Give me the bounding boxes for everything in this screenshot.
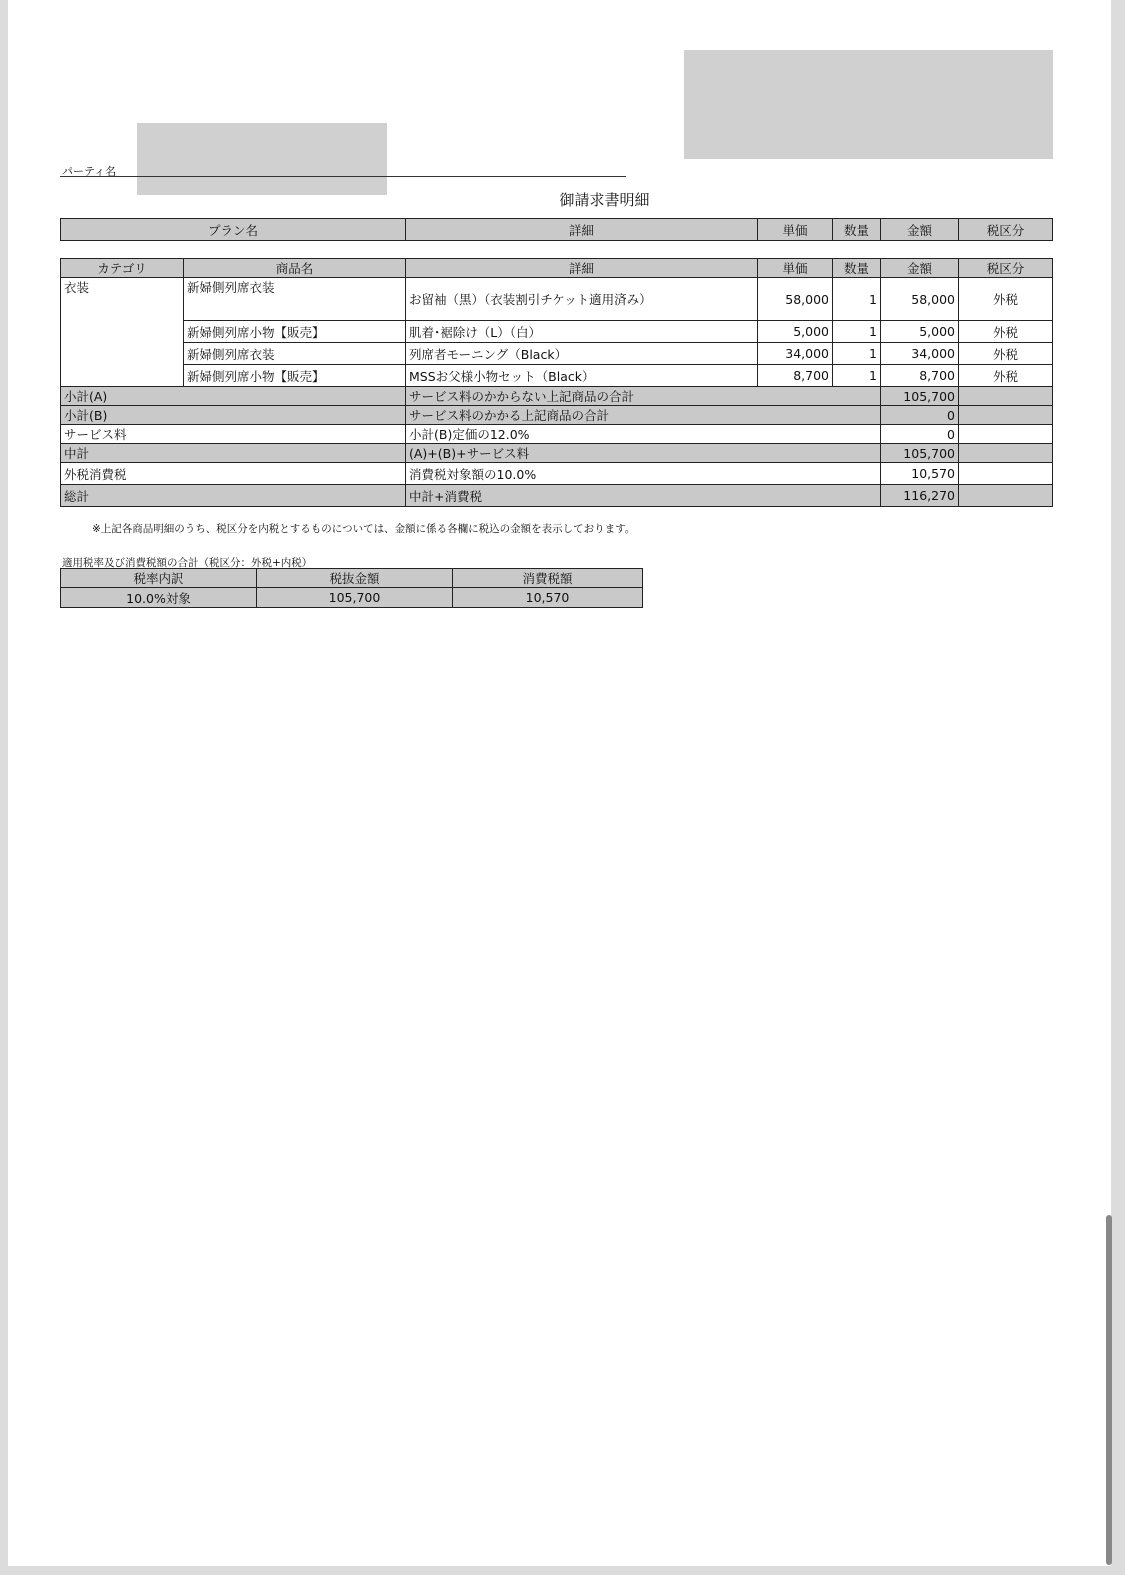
- plan-header-unit-price: 単価: [758, 219, 833, 241]
- summary-row: [61, 425, 1053, 444]
- redacted-logo-block: [684, 50, 1053, 159]
- summary-label: 小計(B): [61, 406, 406, 425]
- summary-empty: [959, 425, 1053, 444]
- item-tax: 外税: [959, 321, 1053, 343]
- items-header-category: カテゴリ: [61, 259, 184, 278]
- item-name: 新婦側列席小物【販売】: [184, 365, 406, 387]
- item-tax: 外税: [959, 365, 1053, 387]
- items-table: [60, 258, 1053, 507]
- redacted-party-name: [137, 123, 387, 195]
- plan-header-qty: 数量: [833, 219, 881, 241]
- item-qty: 1: [833, 343, 881, 365]
- tax-summary-title: 適用税率及び消費税額の合計（税区分：外税+内税）: [62, 557, 313, 569]
- item-name: 新婦側列席小物【販売】: [184, 321, 406, 343]
- items-header-name: 商品名: [184, 259, 406, 278]
- party-name-underline: [60, 176, 626, 177]
- summary-empty: [959, 406, 1053, 425]
- table-row: [61, 343, 1053, 365]
- summary-amount: 0: [881, 406, 959, 425]
- vertical-scrollbar[interactable]: [1106, 1215, 1112, 1565]
- summary-row: [61, 406, 1053, 425]
- summary-row: [61, 485, 1053, 507]
- tax-amount: 10,570: [453, 588, 643, 608]
- tax-header-net: 税抜金額: [257, 569, 453, 588]
- items-header-detail: 詳細: [406, 259, 758, 278]
- item-detail: 肌着･裾除け（L）（白）: [406, 321, 758, 343]
- summary-empty: [959, 444, 1053, 463]
- summary-desc: サービス料のかかる上記商品の合計: [406, 406, 881, 425]
- item-detail: 列席者モーニング（Black）: [406, 343, 758, 365]
- summary-label: 小計(A): [61, 387, 406, 406]
- plan-table: [60, 218, 1053, 241]
- summary-amount: 105,700: [881, 444, 959, 463]
- item-name: 新婦側列席衣装: [184, 343, 406, 365]
- items-header-unit-price: 単価: [758, 259, 833, 278]
- summary-desc: サービス料のかからない上記商品の合計: [406, 387, 881, 406]
- summary-empty: [959, 463, 1053, 485]
- item-qty: 1: [833, 278, 881, 321]
- items-header-qty: 数量: [833, 259, 881, 278]
- summary-label: 中計: [61, 444, 406, 463]
- summary-amount: 0: [881, 425, 959, 444]
- plan-header-plan: プラン名: [61, 219, 406, 241]
- item-unit-price: 8,700: [758, 365, 833, 387]
- item-name: 新婦側列席衣装: [184, 278, 406, 321]
- summary-desc: 中計+消費税: [406, 485, 881, 507]
- tax-summary-row: [61, 588, 643, 608]
- tax-header-rate: 税率内訳: [61, 569, 257, 588]
- summary-label: サービス料: [61, 425, 406, 444]
- tax-header-tax: 消費税額: [453, 569, 643, 588]
- item-unit-price: 34,000: [758, 343, 833, 365]
- tax-note: ※上記各商品明細のうち、税区分を内税とするものについては、金額に係る各欄に税込の金額を表示しております。: [92, 523, 636, 535]
- summary-amount: 105,700: [881, 387, 959, 406]
- summary-desc: 消費税対象額の10.0%: [406, 463, 881, 485]
- summary-row: [61, 387, 1053, 406]
- summary-empty: [959, 485, 1053, 507]
- table-row: [61, 365, 1053, 387]
- summary-row: [61, 444, 1053, 463]
- plan-header-detail: 詳細: [406, 219, 758, 241]
- plan-header-amount: 金額: [881, 219, 959, 241]
- item-unit-price: 5,000: [758, 321, 833, 343]
- item-tax: 外税: [959, 278, 1053, 321]
- item-tax: 外税: [959, 343, 1053, 365]
- plan-header-tax: 税区分: [959, 219, 1053, 241]
- invoice-page: [8, 0, 1111, 1566]
- tax-rate: 10.0%対象: [61, 588, 257, 608]
- summary-desc: 小計(B)定価の12.0%: [406, 425, 881, 444]
- summary-amount: 116,270: [881, 485, 959, 507]
- item-amount: 34,000: [881, 343, 959, 365]
- summary-amount: 10,570: [881, 463, 959, 485]
- item-qty: 1: [833, 321, 881, 343]
- item-detail: MSSお父様小物セット（Black）: [406, 365, 758, 387]
- items-header-tax: 税区分: [959, 259, 1053, 278]
- item-amount: 5,000: [881, 321, 959, 343]
- summary-label: 総計: [61, 485, 406, 507]
- document-title: 御請求書明細: [559, 191, 650, 209]
- item-unit-price: 58,000: [758, 278, 833, 321]
- items-header-amount: 金額: [881, 259, 959, 278]
- summary-empty: [959, 387, 1053, 406]
- party-name-label: パーティ名: [62, 165, 117, 178]
- item-qty: 1: [833, 365, 881, 387]
- item-amount: 8,700: [881, 365, 959, 387]
- tax-net-amount: 105,700: [257, 588, 453, 608]
- summary-row: [61, 463, 1053, 485]
- table-row: [61, 321, 1053, 343]
- summary-label: 外税消費税: [61, 463, 406, 485]
- tax-summary-table: [60, 568, 643, 608]
- item-amount: 58,000: [881, 278, 959, 321]
- summary-desc: (A)+(B)+サービス料: [406, 444, 881, 463]
- category-cell: 衣装: [61, 278, 184, 387]
- item-detail: お留袖（黒）（衣装割引チケット適用済み）: [406, 278, 758, 321]
- table-row: [61, 278, 1053, 321]
